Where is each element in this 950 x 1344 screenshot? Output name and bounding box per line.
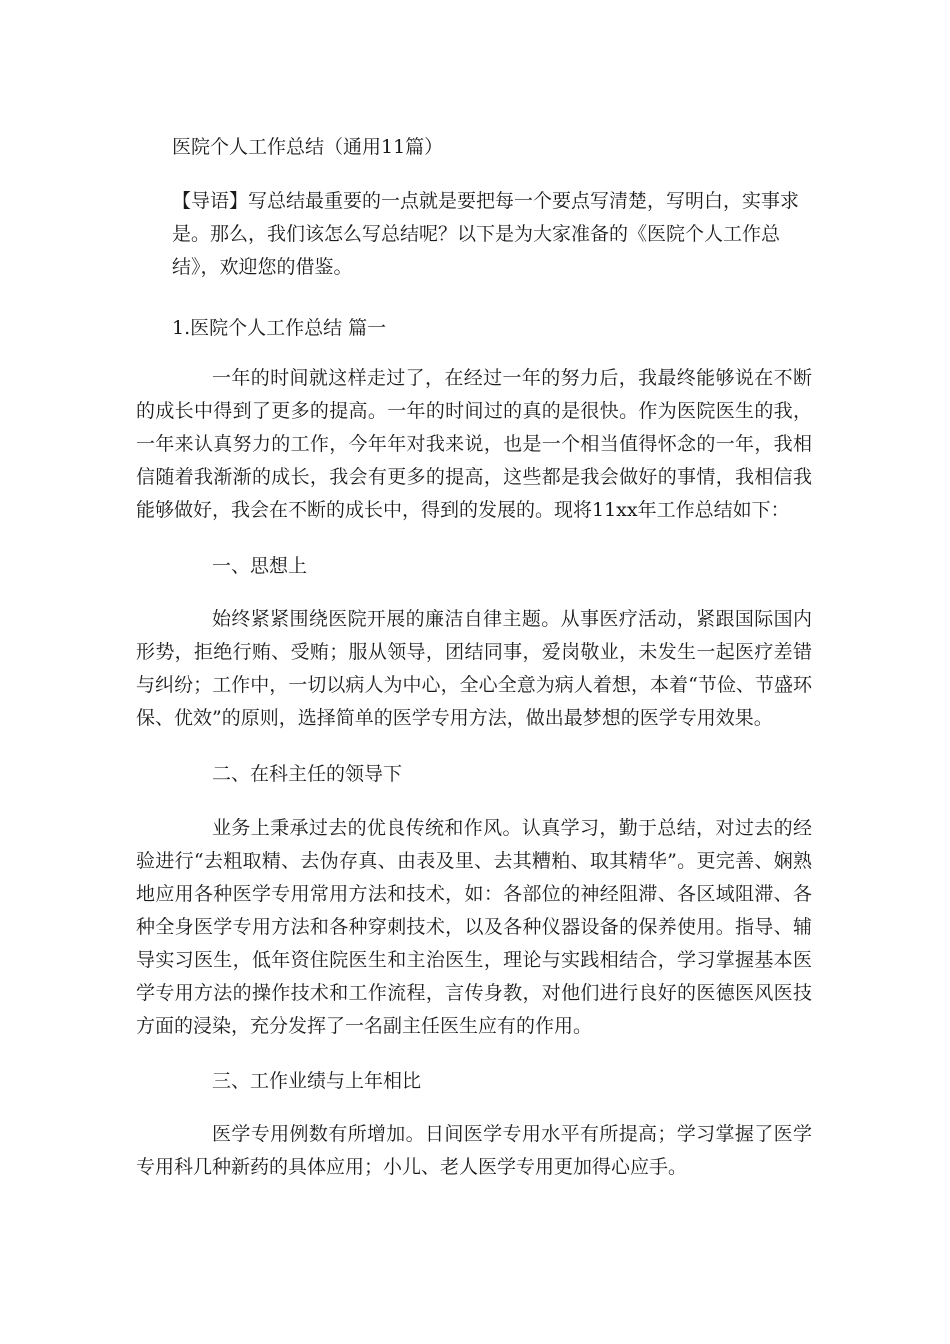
paragraph-1: 一年的时间就这样走过了，在经过一年的努力后，我最终能够说在不断的成长中得到了更多的提高。一年的时间过的真的是很快。作为医院医生的我，一年来认真努力的工作，今年年对我来说，也是一个相当值得怀念的一年，我相信随着我渐渐的成长，我会有更多的提高，这些都是我会做好的事情，我相信我能够做好，我会在不断的成长中，得到的发展的。现将11xx年工作总结如下： xyxy=(136,367,812,521)
paragraph-4: 医学专用例数有所增加。日间医学专用水平有所提高；学习掌握了医学专用科几种新药的具体应用；小儿、老人医学专用更加得心应手。 xyxy=(136,1123,812,1178)
document-title: 医院个人工作总结（通用11篇） xyxy=(172,136,444,158)
section-heading: 1.医院个人工作总结 篇一 xyxy=(172,317,387,339)
sub-heading-ideology: 一、思想上 xyxy=(212,555,308,577)
sub-heading-leadership: 二、在科主任的领导下 xyxy=(212,763,403,785)
paragraph-2: 始终紧紧围绕医院开展的廉洁自律主题。从事医疗活动，紧跟国际国内形势，拒绝行贿、受贿；服从领导，团结同事，爱岗敬业，未发生一起医疗差错与纠纷；工作中，一切以病人为中心，全心全意为病人着想，本着“节俭、节盛环保、优效”的原则，选择简单的医学专用方法，做出最梦想的医学专用效果。 xyxy=(136,608,812,729)
intro-paragraph: 【导语】写总结最重要的一点就是要把每一个要点写清楚，写明白，实事求是。那么，我们该怎么写总结呢？以下是为大家准备的《医院个人工作总结》，欢迎您的借鉴。 xyxy=(172,190,800,278)
sub-heading-performance: 三、工作业绩与上年相比 xyxy=(212,1070,422,1092)
paragraph-3: 业务上秉承过去的优良传统和作风。认真学习，勤于总结，对过去的经验进行“去粗取精、去伪存真、由表及里、去其糟粕、取其精华”。更完善、娴熟地应用各种医学专用常用方法和技术，如：各部位的神经阻滞、各区域阻滞、各种全身医学专用方法和各种穿刺技术，以及各种仪器设备的保养使用。指导、辅导实习医生，低年资住院医生和主治医生，理论与实践相结合，学习掌握基本医学专用方法的操作技术和工作流程，言传身教，对他们进行良好的医德医风医技方面的浸染，充分发挥了一名副主任医生应有的作用。 xyxy=(136,817,812,1037)
